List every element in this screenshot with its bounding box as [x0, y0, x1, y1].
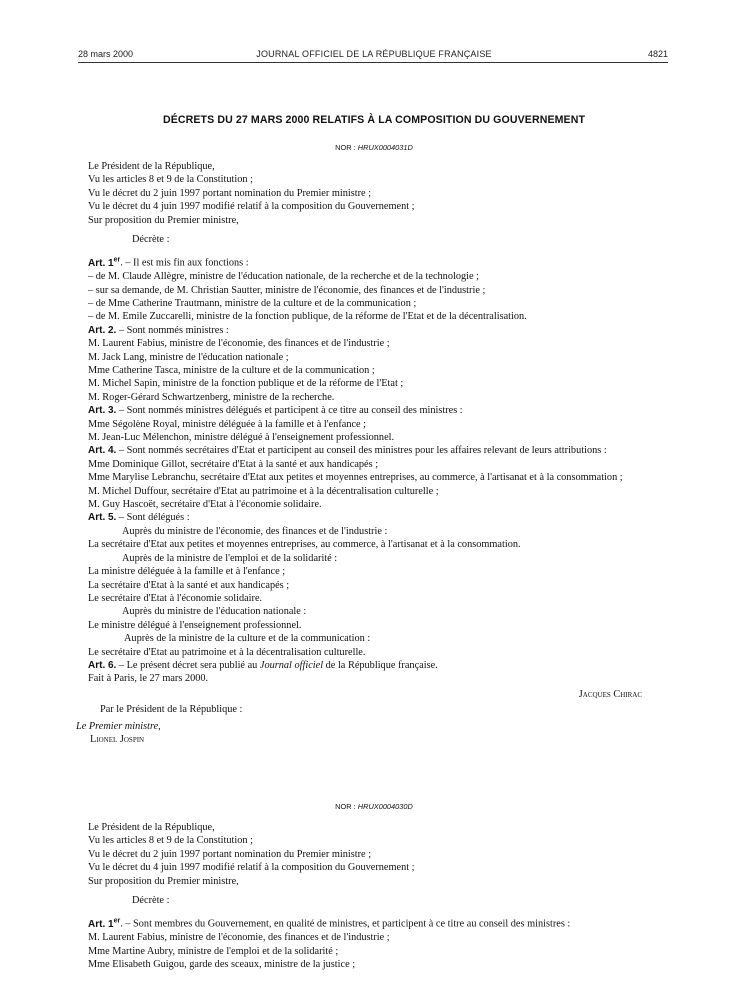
header-page-number: 4821 — [647, 49, 668, 59]
delegation-heading: Auprès de la ministre de la culture et de la communication : — [124, 633, 371, 645]
preamble-line: Vu le décret du 2 juin 1997 portant nomination du Premier ministre ; — [88, 187, 372, 199]
decree2-nor — [0, 800, 748, 813]
preamble-line: Vu le décret du 2 juin 1997 portant nomination du Premier ministre ; — [88, 848, 372, 860]
list-item: Mme Dominique Gillot, secrétaire d'Etat à la santé et aux handicapés ; — [88, 458, 379, 470]
preamble-line: Vu les articles 8 et 9 de la Constitution ; — [88, 835, 253, 847]
article-text: – Sont nommés ministres délégués et participent à ce titre au conseil des ministres : — [116, 405, 463, 417]
preamble-line: Vu le décret du 4 juin 1997 modifié relatif à la composition du Gouvernement ; — [88, 201, 415, 213]
list-item: M. Laurent Fabius, ministre de l'économie, des finances et de l'industrie ; — [88, 338, 390, 350]
article-text: – Sont délégués : — [116, 512, 190, 524]
article-text: – Le présent décret sera publié au — [116, 659, 260, 671]
delegation-item: La secrétaire d'Etat à la santé et aux handicapés ; — [88, 579, 290, 591]
article-text: . – Il est mis fin aux fonctions : — [120, 257, 249, 269]
preamble-line: Sur proposition du Premier ministre, — [88, 875, 239, 887]
nor-label: NOR : — [335, 802, 356, 811]
delegation-item: Le secrétaire d'Etat au patrimoine et à la décentralisation culturelle. — [88, 646, 366, 658]
delegation-item: Le ministre délégué à l'enseignement professionnel. — [88, 619, 302, 631]
list-item: – de M. Emile Zuccarelli, ministre de la fonction publique, de la réforme de l'Etat et de la décentralisation. — [88, 311, 527, 323]
list-item: M. Guy Hascoët, secrétaire d'Etat à l'économie solidaire. — [88, 499, 322, 511]
article-label: Art. 1er — [88, 917, 121, 930]
article-label: Art. 2. — [88, 324, 117, 336]
page-title: DÉCRETS DU 27 MARS 2000 RELATIFS À LA COMPOSITION DU GOUVERNEMENT — [162, 114, 586, 126]
list-item: Mme Marylise Lebranchu, secrétaire d'Etat aux petites et moyennes entreprises, au commerce, à l'artisanat et à la consommation ; — [88, 472, 623, 484]
list-item: – de M. Claude Allègre, ministre de l'éducation nationale, de la recherche et de la technologie ; — [88, 271, 479, 283]
article-label: Art. 3. — [88, 405, 117, 417]
par-le-president: Par le Président de la République : — [100, 704, 243, 716]
journal-name: Journal officiel — [259, 659, 324, 671]
delegation-item: Le secrétaire d'Etat à l'économie solidaire. — [88, 592, 263, 604]
nor-code: HRUX0004031D — [357, 143, 413, 152]
header-rule — [78, 62, 668, 63]
article-6 — [88, 659, 672, 672]
article-text: – Sont nommés ministres : — [116, 324, 229, 336]
done-at: Fait à Paris, le 27 mars 2000. — [88, 673, 209, 685]
article-text: . – Sont membres du Gouvernement, en qualité de ministres, et participent à ce titre au conseil des ministres : — [120, 918, 571, 930]
list-item: M. Laurent Fabius, ministre de l'économie, des finances et de l'industrie ; — [88, 932, 390, 944]
list-item: – sur sa demande, de M. Christian Sautter, ministre de l'économie, des finances et de l'industrie ; — [88, 284, 486, 296]
list-item: M. Jack Lang, ministre de l'éducation nationale ; — [88, 351, 289, 363]
nor-code: HRUX0004030D — [357, 802, 413, 811]
list-item: M. Jean-Luc Mélenchon, ministre délégué à l'enseignement professionnel. — [88, 432, 395, 444]
list-item: Mme Martine Aubry, ministre de l'emploi et de la solidarité ; — [88, 945, 339, 957]
delegation-heading: Auprès de la ministre de l'emploi et de la solidarité : — [122, 552, 338, 564]
decrete-label: Décrète : — [132, 895, 170, 907]
article-label: Art. 5. — [88, 512, 117, 524]
preamble-line: Le Président de la République, — [88, 822, 215, 833]
decree1-nor — [0, 141, 748, 154]
article-1 — [88, 914, 672, 931]
prime-minister-name: Lionel Jospin — [90, 733, 145, 745]
article-4 — [88, 444, 672, 457]
article-text: de la République française. — [323, 659, 438, 671]
list-item: – de Mme Catherine Trautmann, ministre de la culture et de la communication ; — [88, 297, 417, 309]
delegation-heading: Auprès du ministre de l'économie, des finances et de l'industrie : — [122, 525, 388, 537]
preamble-line: Vu le décret du 4 juin 1997 modifié relatif à la composition du Gouvernement ; — [88, 862, 415, 874]
decrete-label: Décrète : — [132, 234, 170, 246]
article-label: Art. 1er — [88, 256, 121, 269]
decree1-body — [76, 160, 672, 746]
article-text: – Sont nommés secrétaires d'Etat et participent au conseil des ministres pour les affaires relevant de leurs attributions : — [116, 445, 607, 457]
signature-president: Jacques Chirac — [578, 688, 642, 700]
list-item: M. Michel Sapin, ministre de la fonction publique et de la réforme de l'Etat ; — [88, 378, 404, 390]
article-label: Art. 6. — [88, 659, 117, 671]
preamble-line: Vu les articles 8 et 9 de la Constitution ; — [88, 174, 253, 186]
decree2-body — [88, 821, 672, 971]
list-item: M. Roger-Gérard Schwartzenberg, ministre de la recherche. — [88, 391, 335, 403]
list-item: Mme Ségolène Royal, ministre déléguée à la famille et à l'enfance ; — [88, 418, 367, 430]
list-item: Mme Catherine Tasca, ministre de la culture et de la communication ; — [88, 365, 375, 377]
preamble-line: Sur proposition du Premier ministre, — [88, 214, 239, 226]
delegation-item: La secrétaire d'Etat aux petites et moyennes entreprises, au commerce, à l'artisanat et à la consommation. — [88, 539, 521, 551]
prime-minister-title: Le Premier ministre, — [76, 720, 161, 732]
header-date: 28 mars 2000 — [78, 49, 134, 59]
article-5 — [88, 511, 672, 524]
list-item: M. Michel Duffour, secrétaire d'Etat au patrimoine et à la décentralisation culturelle ; — [88, 485, 439, 497]
article-3 — [88, 404, 672, 417]
article-label: Art. 4. — [88, 445, 117, 457]
article-1 — [88, 253, 672, 270]
article-2 — [88, 324, 672, 337]
nor-label: NOR : — [335, 143, 356, 152]
header-journal-title: JOURNAL OFFICIEL DE LA RÉPUBLIQUE FRANÇAISE — [256, 49, 492, 59]
preamble-line: Le Président de la République, — [88, 161, 215, 172]
list-item: Mme Elisabeth Guigou, garde des sceaux, ministre de la justice ; — [88, 958, 356, 970]
delegation-item: La ministre déléguée à la famille et à l'enfance ; — [88, 566, 286, 578]
delegation-heading: Auprès du ministre de l'éducation nationale : — [122, 606, 307, 618]
